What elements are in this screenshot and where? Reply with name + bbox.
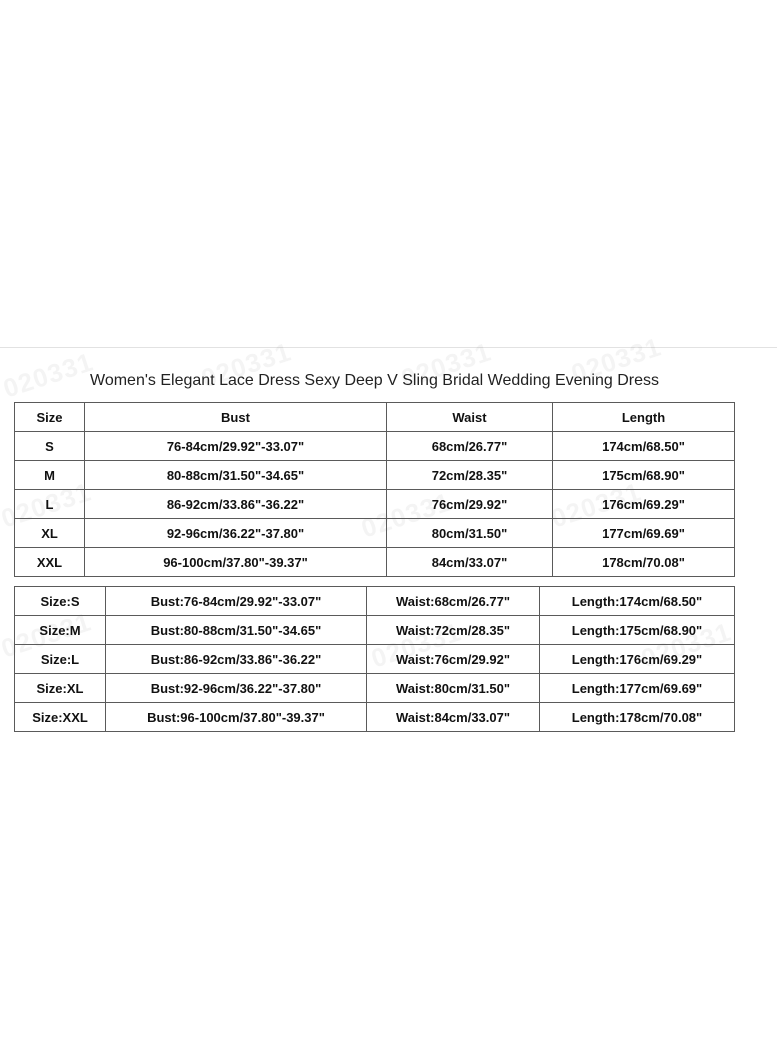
- cell-bust: Bust:76-84cm/29.92"-33.07": [106, 587, 367, 616]
- cell-size: Size:XXL: [15, 703, 106, 732]
- size-detail-table: [14, 586, 735, 732]
- cell-length: Length:177cm/69.69": [540, 674, 735, 703]
- cell-length: 177cm/69.69": [553, 519, 735, 548]
- size-chart-table: [14, 402, 735, 577]
- table-row: [15, 674, 735, 703]
- cell-bust: 86-92cm/33.86"-36.22": [85, 490, 387, 519]
- cell-size: Size:XL: [15, 674, 106, 703]
- header-length: Length: [553, 403, 735, 432]
- cell-size: Size:L: [15, 645, 106, 674]
- header-size: Size: [15, 403, 85, 432]
- header-waist: Waist: [387, 403, 553, 432]
- cell-bust: 76-84cm/29.92"-33.07": [85, 432, 387, 461]
- cell-waist: 76cm/29.92": [387, 490, 553, 519]
- cell-length: Length:174cm/68.50": [540, 587, 735, 616]
- cell-waist: 84cm/33.07": [387, 548, 553, 577]
- cell-length: 178cm/70.08": [553, 548, 735, 577]
- table-row: [15, 616, 735, 645]
- cell-size: S: [15, 432, 85, 461]
- cell-bust: Bust:92-96cm/36.22"-37.80": [106, 674, 367, 703]
- cell-size: XL: [15, 519, 85, 548]
- page-title: Women's Elegant Lace Dress Sexy Deep V Sling Bridal Wedding Evening Dress: [90, 372, 659, 389]
- cell-size: XXL: [15, 548, 85, 577]
- cell-length: Length:178cm/70.08": [540, 703, 735, 732]
- cell-waist: Waist:76cm/29.92": [367, 645, 540, 674]
- cell-waist: 80cm/31.50": [387, 519, 553, 548]
- table-row: [15, 703, 735, 732]
- header-bust: Bust: [85, 403, 387, 432]
- cell-length: 175cm/68.90": [553, 461, 735, 490]
- cell-bust: Bust:86-92cm/33.86"-36.22": [106, 645, 367, 674]
- cell-length: 176cm/69.29": [553, 490, 735, 519]
- table-header-row: [15, 403, 735, 432]
- cell-waist: Waist:68cm/26.77": [367, 587, 540, 616]
- cell-length: 174cm/68.50": [553, 432, 735, 461]
- cell-size: Size:S: [15, 587, 106, 616]
- cell-length: Length:176cm/69.29": [540, 645, 735, 674]
- section-divider: [0, 347, 777, 348]
- cell-waist: Waist:84cm/33.07": [367, 703, 540, 732]
- cell-waist: 72cm/28.35": [387, 461, 553, 490]
- cell-bust: Bust:80-88cm/31.50"-34.65": [106, 616, 367, 645]
- table-row: [15, 461, 735, 490]
- cell-length: Length:175cm/68.90": [540, 616, 735, 645]
- cell-size: Size:M: [15, 616, 106, 645]
- cell-size: L: [15, 490, 85, 519]
- table-row: [15, 519, 735, 548]
- table-row: [15, 432, 735, 461]
- table-row: [15, 587, 735, 616]
- table-row: [15, 548, 735, 577]
- cell-waist: Waist:72cm/28.35": [367, 616, 540, 645]
- cell-waist: 68cm/26.77": [387, 432, 553, 461]
- cell-waist: Waist:80cm/31.50": [367, 674, 540, 703]
- table-row: [15, 645, 735, 674]
- cell-bust: Bust:96-100cm/37.80"-39.37": [106, 703, 367, 732]
- cell-bust: 96-100cm/37.80"-39.37": [85, 548, 387, 577]
- cell-bust: 92-96cm/36.22"-37.80": [85, 519, 387, 548]
- cell-size: M: [15, 461, 85, 490]
- cell-bust: 80-88cm/31.50"-34.65": [85, 461, 387, 490]
- table-row: [15, 490, 735, 519]
